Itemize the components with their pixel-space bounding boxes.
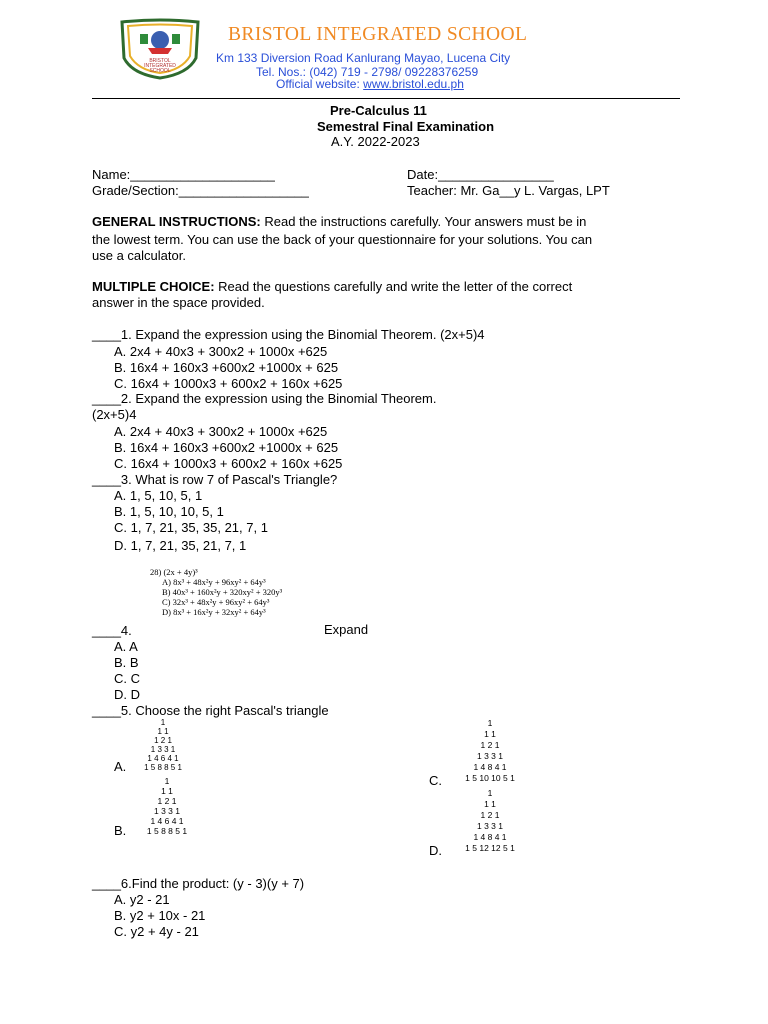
question-2-option-b: B. 16x4 + 160x3 +600x2 +1000x + 625: [114, 440, 339, 455]
teacher-field: Teacher: Mr. Ga__y L. Vargas, LPT: [407, 183, 610, 198]
question-4-image-option-b: B) 40x³ + 160x²y + 320xy² + 320y³: [162, 587, 283, 597]
question-6-option-b: B. y2 + 10x - 21: [114, 908, 206, 923]
question-4-image-option-c: C) 32x³ + 48x²y + 96xy² + 64y³: [162, 597, 270, 607]
question-4-option-d: D. D: [114, 687, 140, 702]
mc-heading: MULTIPLE CHOICE:: [92, 279, 215, 294]
exam-subject: Pre-Calculus 11: [330, 103, 427, 118]
question-1-stem: ____1. Expand the expression using the Binomial Theorem. (2x+5)4: [92, 327, 485, 342]
question-4-stem-right: Expand: [324, 622, 369, 637]
question-2-option-c: C. 16x4 + 1000x3 + 600x2 + 160x +625: [114, 456, 343, 471]
option-a-label: A.: [114, 759, 127, 774]
svg-text:INTEGRATED: INTEGRATED: [144, 63, 176, 69]
question-1-option-c: C. 16x4 + 1000x3 + 600x2 + 160x +625: [114, 376, 343, 391]
question-4-option-b: B. B: [114, 655, 139, 670]
website-link[interactable]: www.bristol.edu.ph: [363, 77, 464, 91]
instructions-line-2: the lowest term. You can use the back of your questionnaire for your solutions. You can: [92, 232, 593, 247]
question-2-stem: ____2. Expand the expression using the Binomial Theorem.: [92, 391, 437, 406]
mc-text-1: Read the questions carefully and write the letter of the correct: [214, 279, 573, 294]
instructions-text-1: Read the instructions carefully. Your answers must be in: [260, 214, 587, 229]
question-6-option-c: C. y2 + 4y - 21: [114, 924, 199, 939]
pascal-triangle-c: 1 1 1 1 2 1 1 3 3 1 1 4 8 4 1 1 5 10 10 5 1: [465, 718, 515, 783]
instructions-line-3: use a calculator.: [92, 248, 186, 263]
question-3-option-c: C. 1, 7, 21, 35, 35, 21, 7, 1: [114, 520, 268, 535]
question-6-stem: ____6.Find the product: (y - 3)(y + 7): [92, 876, 305, 891]
question-4-image-option-a: A) 8x³ + 48x²y + 96xy² + 64y³: [162, 577, 266, 587]
question-6-option-a: A. y2 - 21: [114, 892, 170, 907]
school-website: [276, 77, 464, 91]
mc-line-1: [92, 279, 572, 294]
question-4-image-stem: 28) (2x + 4y)³: [150, 567, 198, 577]
school-logo: [118, 18, 202, 80]
exam-title: Semestral Final Examination: [317, 119, 495, 134]
question-2-stem-expression: (2x+5)4: [92, 407, 137, 422]
name-field[interactable]: Name:____________________: [92, 167, 275, 182]
svg-text:SCHOOL: SCHOOL: [149, 68, 171, 74]
pascal-triangle-b: 1 1 1 1 2 1 1 3 3 1 1 4 6 4 1 1 5 8 8 5 1: [146, 776, 188, 836]
question-1-option-b: B. 16x4 + 160x3 +600x2 +1000x + 625: [114, 360, 339, 375]
school-address: Km 133 Diversion Road Kanlurang Mayao, Lucena City: [216, 51, 511, 65]
question-2-option-a: A. 2x4 + 40x3 + 300x2 + 1000x +625: [114, 424, 328, 439]
school-name: BRISTOL INTEGRATED SCHOOL: [228, 24, 528, 45]
pascal-triangle-d: 1 1 1 1 2 1 1 3 3 1 1 4 8 4 1 1 5 12 12 5 1: [465, 788, 515, 853]
pascal-triangle-a: 1 1 1 1 2 1 1 3 3 1 1 4 6 4 1 1 5 8 8 5 1: [144, 718, 182, 772]
option-c-label: C.: [429, 773, 442, 788]
question-3-option-d: D. 1, 7, 21, 35, 21, 7, 1: [114, 538, 247, 553]
question-4-image-option-d: D) 8x³ + 16x²y + 32xy² + 64y³: [162, 607, 266, 617]
question-4-option-a: A. A: [114, 639, 138, 654]
school-tel: Tel. Nos.: (042) 719 - 2798/ 09228376259: [256, 65, 479, 79]
website-label: Official website:: [276, 77, 364, 91]
exam-year: A.Y. 2022-2023: [331, 134, 420, 149]
option-b-label: B.: [114, 823, 127, 838]
question-3-stem: ____3. What is row 7 of Pascal's Triangle?: [92, 472, 338, 487]
question-4-stem: ____4.: [92, 623, 132, 638]
question-4-option-c: C. C: [114, 671, 140, 686]
question-1-option-a: A. 2x4 + 40x3 + 300x2 + 1000x +625: [114, 344, 328, 359]
header-divider: [92, 98, 680, 99]
date-field[interactable]: Date:________________: [407, 167, 554, 182]
question-3-option-a: A. 1, 5, 10, 5, 1: [114, 488, 203, 503]
grade-section-field[interactable]: Grade/Section:__________________: [92, 183, 309, 198]
question-5-stem: ____5. Choose the right Pascal's triangle: [92, 703, 329, 718]
question-4-image: [150, 567, 282, 617]
svg-text:BRISTOL: BRISTOL: [149, 58, 171, 64]
instructions-heading: GENERAL INSTRUCTIONS:: [92, 214, 261, 229]
option-d-label: D.: [429, 843, 442, 858]
instructions-line-1: [92, 214, 586, 229]
mc-line-2: answer in the space provided.: [92, 295, 265, 310]
question-3-option-b: B. 1, 5, 10, 10, 5, 1: [114, 504, 224, 519]
